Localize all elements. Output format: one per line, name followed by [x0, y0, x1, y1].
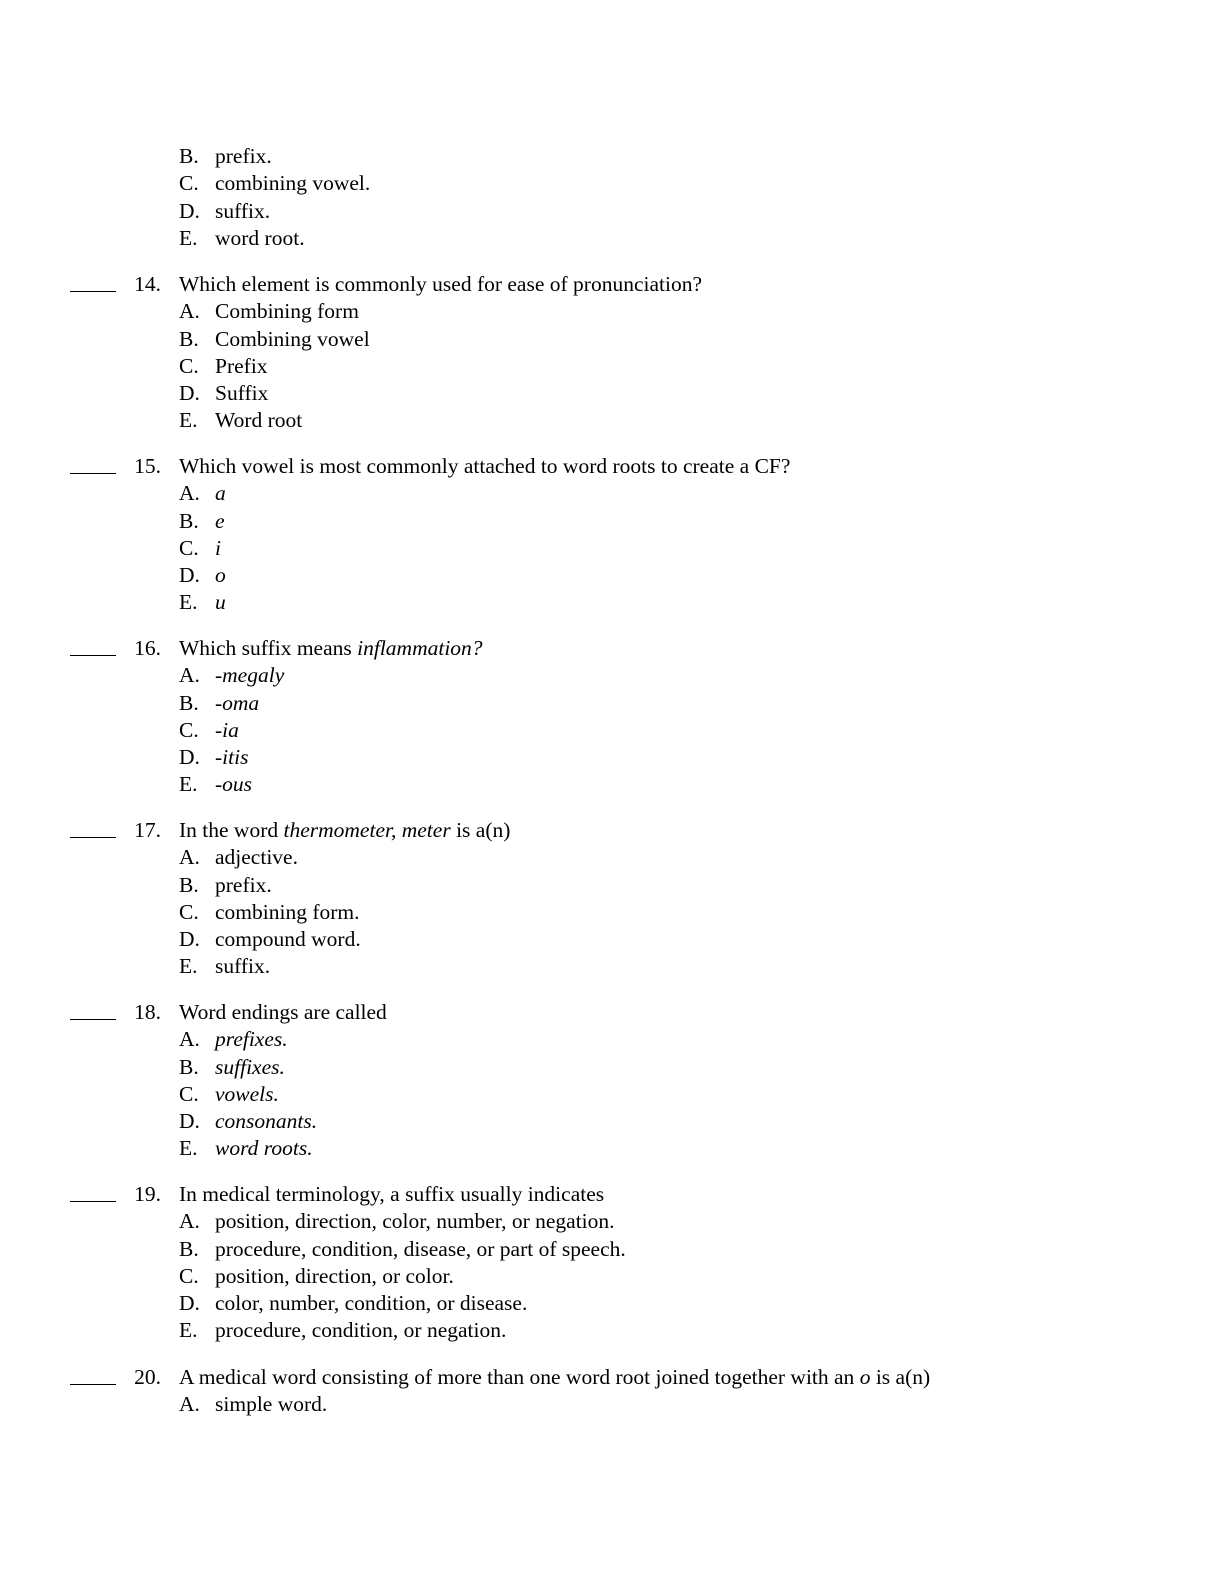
option-letter: C.: [179, 171, 199, 196]
answer-blank[interactable]: [70, 291, 116, 292]
option-text: i: [215, 535, 221, 560]
option-letter: C.: [179, 1263, 199, 1288]
question-stem-row: [0, 1181, 1224, 1208]
question-stem: Which element is commonly used for ease of pronunciation?: [179, 272, 703, 296]
question-stem-row: [0, 1364, 1224, 1391]
answer-blank[interactable]: [70, 655, 116, 656]
option-letter: C.: [179, 535, 199, 560]
option-row[interactable]: [0, 1135, 1224, 1162]
stem-emphasis: thermometer, meter: [283, 818, 451, 842]
question-stem: Word endings are called: [179, 1000, 387, 1024]
option-text: a: [215, 481, 226, 506]
option-row[interactable]: [0, 143, 1224, 170]
option-text: procedure, condition, or negation.: [215, 1318, 507, 1343]
option-text: -itis: [215, 745, 249, 770]
option-row[interactable]: [0, 771, 1224, 798]
question-16: [0, 635, 1224, 799]
option-letter: E.: [179, 225, 198, 250]
option-letter: E.: [179, 408, 198, 433]
question-stem-row: [0, 999, 1224, 1026]
answer-blank[interactable]: [70, 473, 116, 474]
answer-blank[interactable]: [70, 837, 116, 838]
option-letter: C.: [179, 717, 199, 742]
option-row[interactable]: [0, 589, 1224, 616]
option-letter: C.: [179, 353, 199, 378]
answer-blank[interactable]: [70, 1201, 116, 1202]
stem-part: is a(n): [870, 1365, 931, 1389]
option-letter: A.: [179, 1392, 200, 1417]
option-letter: E.: [179, 1136, 198, 1161]
option-row[interactable]: [0, 225, 1224, 252]
option-row[interactable]: [0, 744, 1224, 771]
option-letter: D.: [179, 381, 200, 406]
stem-part: A medical word consisting of more than one word root joined together with an: [179, 1365, 860, 1389]
question-stem-row: [0, 271, 1224, 298]
option-text: word root.: [215, 225, 305, 250]
option-row[interactable]: [0, 1236, 1224, 1263]
option-text: procedure, condition, disease, or part of speech.: [215, 1236, 626, 1261]
question-stem-row: [0, 635, 1224, 662]
question-number: 20.: [134, 1365, 161, 1389]
option-row[interactable]: [0, 953, 1224, 980]
option-text: suffix.: [215, 954, 271, 979]
option-text: o: [215, 563, 226, 588]
stem-part: Which suffix means: [179, 636, 358, 660]
option-text: combining form.: [215, 899, 360, 924]
question-stem: In medical terminology, a suffix usually indicates: [179, 1182, 605, 1206]
option-text: -ia: [215, 717, 239, 742]
option-letter: C.: [179, 1081, 199, 1106]
option-row[interactable]: [0, 662, 1224, 689]
option-text: prefix.: [215, 144, 272, 168]
option-letter: B.: [179, 690, 199, 715]
option-text: e: [215, 508, 225, 533]
question-stem: [179, 817, 510, 844]
option-text: word roots.: [215, 1136, 313, 1161]
question-18: [0, 999, 1224, 1163]
option-text: Word root: [215, 408, 303, 433]
stem-emphasis: o: [859, 1365, 871, 1389]
option-letter: D.: [179, 563, 200, 588]
option-text: Combining vowel: [215, 326, 370, 351]
stem-emphasis: inflammation?: [357, 636, 483, 660]
option-text: Combining form: [215, 299, 359, 324]
option-letter: D.: [179, 198, 200, 223]
answer-blank[interactable]: [70, 1384, 116, 1385]
option-row[interactable]: [0, 717, 1224, 744]
option-row[interactable]: [0, 298, 1224, 325]
option-text: u: [215, 590, 226, 615]
option-letter: D.: [179, 1109, 200, 1134]
option-text: consonants.: [215, 1109, 318, 1134]
question-19: [0, 1181, 1224, 1345]
continued-options: [0, 143, 1224, 252]
option-letter: B.: [179, 872, 199, 897]
stem-part: is a(n): [450, 818, 511, 842]
question-17: [0, 817, 1224, 981]
question-15: [0, 453, 1224, 617]
option-row[interactable]: [0, 380, 1224, 407]
option-letter: D.: [179, 927, 200, 952]
option-letter: D.: [179, 745, 200, 770]
question-stem: [179, 635, 483, 662]
option-row[interactable]: [0, 1263, 1224, 1290]
option-text: -megaly: [215, 663, 285, 688]
question-number: 16.: [134, 636, 161, 660]
option-row[interactable]: [0, 926, 1224, 953]
option-text: -oma: [215, 690, 260, 715]
option-row[interactable]: [0, 1108, 1224, 1135]
question-number: 19.: [134, 1182, 161, 1206]
option-text: suffixes.: [215, 1054, 285, 1079]
option-letter: E.: [179, 954, 198, 979]
option-letter: A.: [179, 299, 200, 324]
option-text: prefixes.: [215, 1027, 288, 1052]
option-letter: A.: [179, 663, 200, 688]
option-row[interactable]: [0, 899, 1224, 926]
option-text: color, number, condition, or disease.: [215, 1291, 528, 1316]
question-number: 18.: [134, 1000, 161, 1024]
option-text: -ous: [215, 772, 253, 797]
option-row[interactable]: [0, 1208, 1224, 1235]
option-letter: A.: [179, 845, 200, 870]
question-stem: Which vowel is most commonly attached to word roots to create a CF?: [179, 454, 791, 478]
option-letter: A.: [179, 1209, 200, 1234]
option-row[interactable]: [0, 872, 1224, 899]
option-letter: B.: [179, 1236, 199, 1261]
question-number: 17.: [134, 818, 161, 842]
question-stem-row: [0, 453, 1224, 480]
stem-part: In the word: [179, 818, 284, 842]
option-row[interactable]: [0, 844, 1224, 871]
option-text: prefix.: [215, 872, 272, 897]
option-row[interactable]: [0, 508, 1224, 535]
option-row[interactable]: [0, 1290, 1224, 1317]
option-row[interactable]: [0, 353, 1224, 380]
option-letter: B.: [179, 144, 199, 168]
option-letter: B.: [179, 326, 199, 351]
option-text: suffix.: [215, 198, 271, 223]
option-row[interactable]: [0, 562, 1224, 589]
option-letter: E.: [179, 1318, 198, 1343]
question-stem: [179, 1364, 930, 1391]
option-letter: E.: [179, 772, 198, 797]
option-letter: B.: [179, 508, 199, 533]
option-row[interactable]: [0, 690, 1224, 717]
option-row[interactable]: [0, 1026, 1224, 1053]
option-text: position, direction, or color.: [215, 1263, 454, 1288]
option-row[interactable]: [0, 170, 1224, 197]
question-14: [0, 271, 1224, 435]
question-number: 14.: [134, 272, 161, 296]
option-row[interactable]: [0, 407, 1224, 434]
option-row[interactable]: [0, 1317, 1224, 1344]
option-text: Prefix: [215, 353, 268, 378]
option-letter: A.: [179, 481, 200, 506]
option-letter: A.: [179, 1027, 200, 1052]
option-text: adjective.: [215, 845, 298, 870]
option-row[interactable]: [0, 535, 1224, 562]
option-text: combining vowel.: [215, 171, 371, 196]
option-row[interactable]: [0, 1391, 1224, 1418]
option-text: Suffix: [215, 381, 269, 406]
option-row[interactable]: [0, 1054, 1224, 1081]
option-text: simple word.: [215, 1392, 328, 1417]
question-20: [0, 1364, 1224, 1419]
option-row[interactable]: [0, 480, 1224, 507]
option-letter: B.: [179, 1054, 199, 1079]
question-number: 15.: [134, 454, 161, 478]
answer-blank[interactable]: [70, 1019, 116, 1020]
option-letter: C.: [179, 899, 199, 924]
option-text: compound word.: [215, 927, 361, 952]
option-letter: E.: [179, 590, 198, 615]
question-stem-row: [0, 817, 1224, 844]
option-text: position, direction, color, number, or negation.: [215, 1209, 615, 1234]
option-row[interactable]: [0, 1081, 1224, 1108]
option-row[interactable]: [0, 198, 1224, 225]
option-text: vowels.: [215, 1081, 279, 1106]
option-letter: D.: [179, 1291, 200, 1316]
option-row[interactable]: [0, 326, 1224, 353]
